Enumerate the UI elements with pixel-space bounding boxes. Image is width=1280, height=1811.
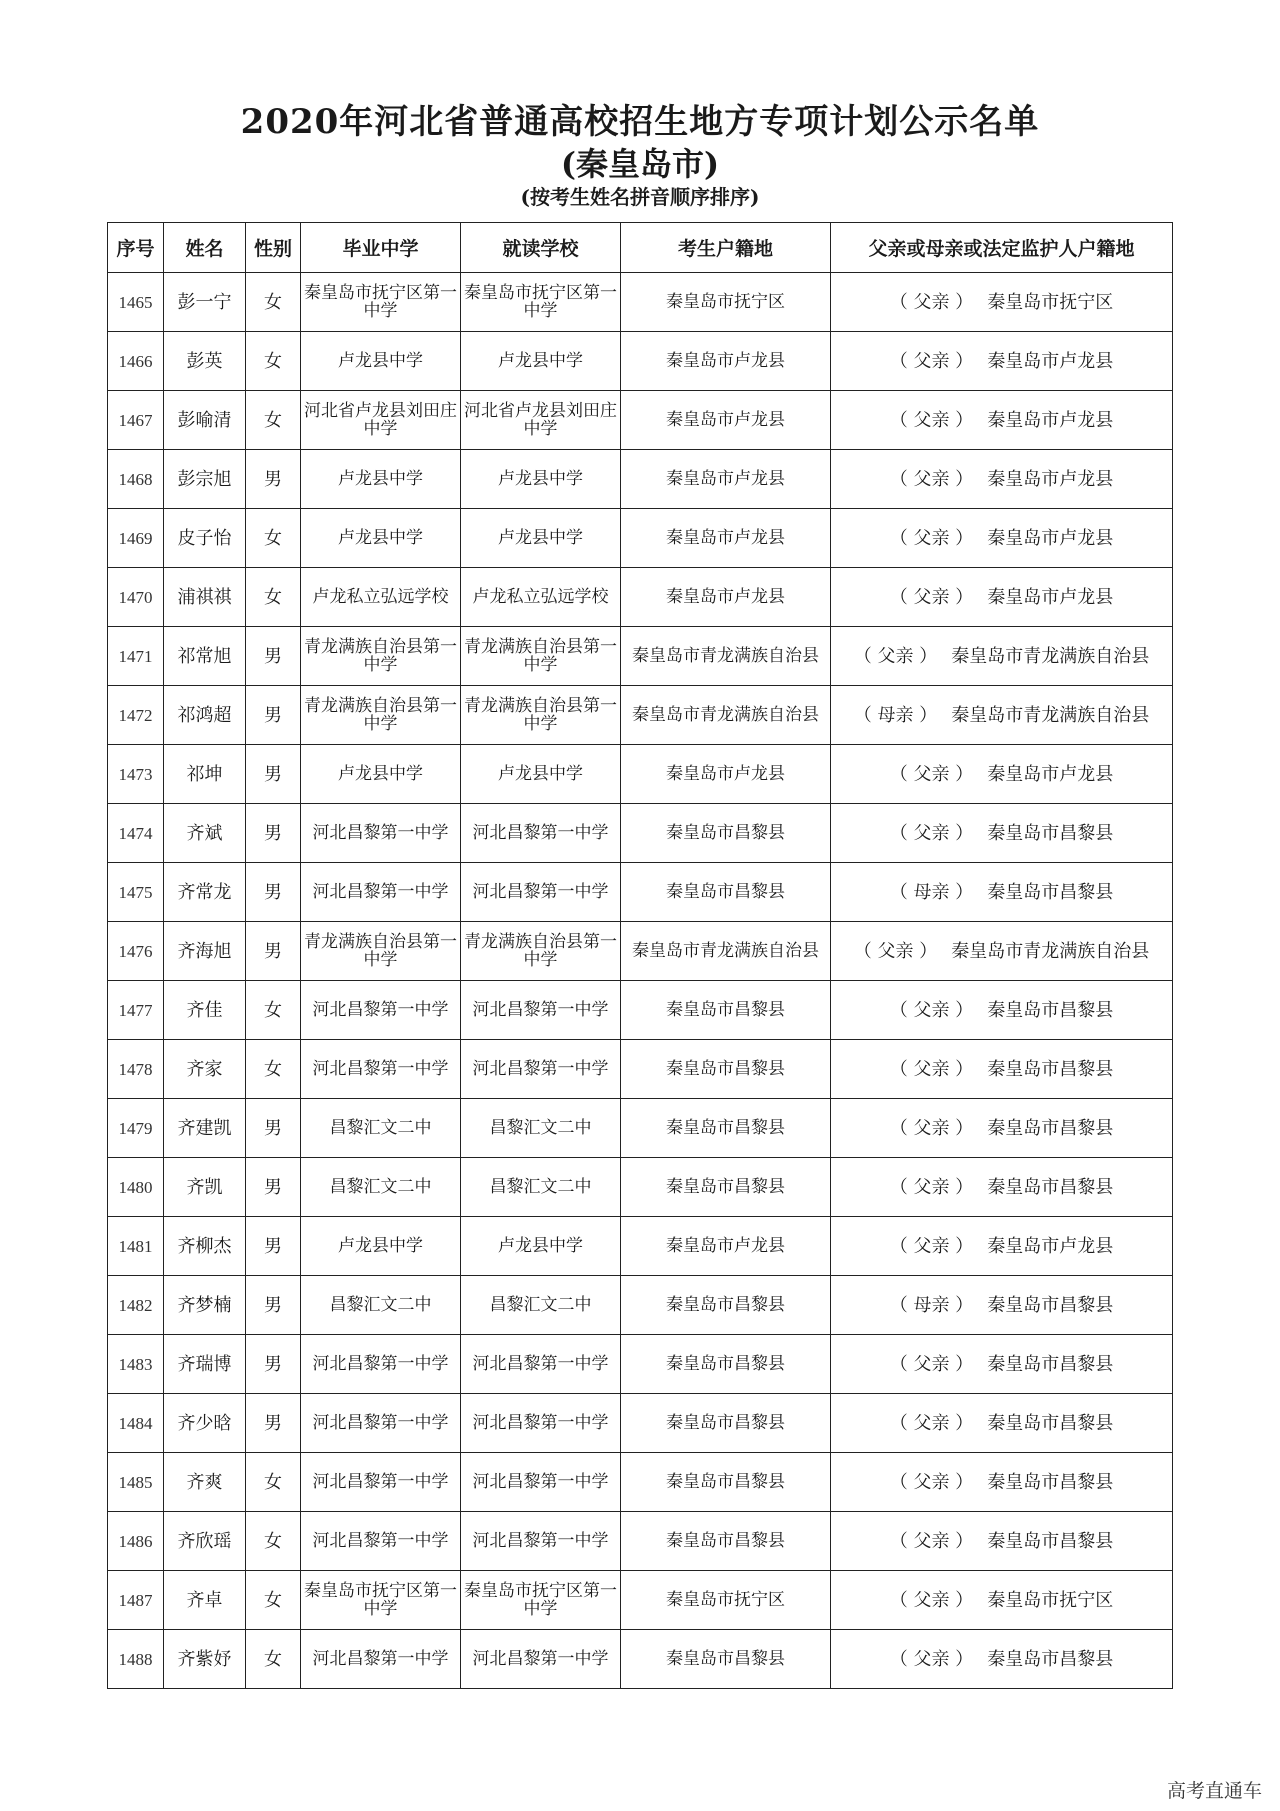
- guardian-place: 秦皇岛市卢龙县: [987, 586, 1114, 608]
- guardian-place: 秦皇岛市青龙满族自治县: [951, 940, 1150, 962]
- guardian-place: 秦皇岛市抚宁区: [987, 1589, 1114, 1611]
- cell-no: 1477: [108, 981, 164, 1040]
- cell-current-school: 河北昌黎第一中学: [461, 804, 621, 863]
- cell-hukou: 秦皇岛市昌黎县: [621, 1453, 831, 1512]
- cell-gender: 男: [246, 1099, 301, 1158]
- cell-name: 浦祺祺: [164, 568, 246, 627]
- table-row: [108, 332, 1173, 391]
- table-row: [108, 1040, 1173, 1099]
- cell-grad-school: 卢龙县中学: [301, 332, 461, 391]
- guardian-place: 秦皇岛市昌黎县: [987, 1471, 1114, 1493]
- cell-current-school: 河北昌黎第一中学: [461, 1335, 621, 1394]
- guardian-relation: （ 母亲 ）: [889, 1294, 974, 1316]
- cell-no: 1470: [108, 568, 164, 627]
- col-header-gender: 性别: [246, 223, 301, 273]
- table-row: [108, 745, 1173, 804]
- cell-gender: 男: [246, 1217, 301, 1276]
- guardian-place: 秦皇岛市昌黎县: [987, 1412, 1114, 1434]
- cell-current-school: 卢龙县中学: [461, 332, 621, 391]
- cell-name: 齐梦楠: [164, 1276, 246, 1335]
- cell-no: 1468: [108, 450, 164, 509]
- cell-guardian-hukou: [831, 1158, 1173, 1217]
- guardian-relation: （ 父亲 ）: [889, 291, 974, 313]
- guardian-place: 秦皇岛市卢龙县: [987, 1235, 1114, 1257]
- guardian-relation: （ 父亲 ）: [889, 1530, 974, 1552]
- cell-name: 祁常旭: [164, 627, 246, 686]
- cell-hukou: 秦皇岛市昌黎县: [621, 1394, 831, 1453]
- table-row: [108, 922, 1173, 981]
- table-row: [108, 804, 1173, 863]
- guardian-place: 秦皇岛市昌黎县: [987, 1294, 1114, 1316]
- cell-no: 1483: [108, 1335, 164, 1394]
- cell-hukou: 秦皇岛市昌黎县: [621, 804, 831, 863]
- cell-no: 1465: [108, 273, 164, 332]
- guardian-relation: （ 父亲 ）: [889, 1412, 974, 1434]
- table-row: [108, 1394, 1173, 1453]
- page-title: 2020年河北省普通高校招生地方专项计划公示名单: [240, 102, 1040, 142]
- cell-guardian-hukou: [831, 1512, 1173, 1571]
- cell-current-school: 青龙满族自治县第一中学: [461, 922, 621, 981]
- cell-guardian-hukou: [831, 745, 1173, 804]
- cell-name: 齐佳: [164, 981, 246, 1040]
- table-row: [108, 1099, 1173, 1158]
- cell-current-school: 秦皇岛市抚宁区第一中学: [461, 1571, 621, 1630]
- cell-guardian-hukou: [831, 1040, 1173, 1099]
- cell-no: 1467: [108, 391, 164, 450]
- cell-name: 彭宗旭: [164, 450, 246, 509]
- cell-hukou: 秦皇岛市昌黎县: [621, 863, 831, 922]
- cell-current-school: 昌黎汇文二中: [461, 1276, 621, 1335]
- col-header-current-school: 就读学校: [461, 223, 621, 273]
- guardian-relation: （ 父亲 ）: [889, 1117, 974, 1139]
- cell-current-school: 青龙满族自治县第一中学: [461, 627, 621, 686]
- cell-current-school: 卢龙私立弘远学校: [461, 568, 621, 627]
- cell-current-school: 秦皇岛市抚宁区第一中学: [461, 273, 621, 332]
- cell-guardian-hukou: [831, 450, 1173, 509]
- cell-hukou: 秦皇岛市抚宁区: [621, 1571, 831, 1630]
- cell-guardian-hukou: [831, 509, 1173, 568]
- cell-guardian-hukou: [831, 1335, 1173, 1394]
- cell-grad-school: 青龙满族自治县第一中学: [301, 922, 461, 981]
- guardian-place: 秦皇岛市昌黎县: [987, 1353, 1114, 1375]
- cell-grad-school: 河北昌黎第一中学: [301, 1335, 461, 1394]
- cell-name: 祁鸿超: [164, 686, 246, 745]
- cell-gender: 女: [246, 981, 301, 1040]
- table-row: [108, 1453, 1173, 1512]
- guardian-relation: （ 父亲 ）: [853, 940, 938, 962]
- cell-grad-school: 河北省卢龙县刘田庄中学: [301, 391, 461, 450]
- cell-grad-school: 卢龙县中学: [301, 745, 461, 804]
- cell-grad-school: 秦皇岛市抚宁区第一中学: [301, 273, 461, 332]
- cell-gender: 女: [246, 273, 301, 332]
- cell-hukou: 秦皇岛市卢龙县: [621, 450, 831, 509]
- cell-current-school: 卢龙县中学: [461, 1217, 621, 1276]
- cell-name: 彭喻清: [164, 391, 246, 450]
- table-row: [108, 509, 1173, 568]
- cell-gender: 男: [246, 1394, 301, 1453]
- cell-no: 1469: [108, 509, 164, 568]
- cell-gender: 女: [246, 568, 301, 627]
- cell-gender: 女: [246, 1571, 301, 1630]
- col-header-guardian-hukou: 父亲或母亲或法定监护人户籍地: [831, 223, 1173, 273]
- guardian-place: 秦皇岛市昌黎县: [987, 1117, 1114, 1139]
- cell-guardian-hukou: [831, 1571, 1173, 1630]
- cell-name: 彭英: [164, 332, 246, 391]
- guardian-place: 秦皇岛市昌黎县: [987, 822, 1114, 844]
- cell-gender: 男: [246, 627, 301, 686]
- guardian-relation: （ 父亲 ）: [889, 822, 974, 844]
- cell-guardian-hukou: [831, 863, 1173, 922]
- cell-name: 齐海旭: [164, 922, 246, 981]
- watermark: 高考直通车: [1166, 1780, 1262, 1802]
- cell-grad-school: 河北昌黎第一中学: [301, 1512, 461, 1571]
- cell-grad-school: 昌黎汇文二中: [301, 1276, 461, 1335]
- cell-gender: 女: [246, 1453, 301, 1512]
- applicant-table: [107, 222, 1173, 1689]
- cell-no: 1480: [108, 1158, 164, 1217]
- guardian-place: 秦皇岛市卢龙县: [987, 350, 1114, 372]
- cell-guardian-hukou: [831, 627, 1173, 686]
- table-row: [108, 1158, 1173, 1217]
- cell-gender: 女: [246, 1040, 301, 1099]
- guardian-place: 秦皇岛市昌黎县: [987, 1058, 1114, 1080]
- cell-name: 皮子怡: [164, 509, 246, 568]
- table-row: [108, 1512, 1173, 1571]
- cell-grad-school: 河北昌黎第一中学: [301, 1453, 461, 1512]
- cell-grad-school: 卢龙县中学: [301, 450, 461, 509]
- cell-hukou: 秦皇岛市昌黎县: [621, 1630, 831, 1689]
- cell-hukou: 秦皇岛市昌黎县: [621, 1099, 831, 1158]
- cell-current-school: 河北昌黎第一中学: [461, 981, 621, 1040]
- guardian-relation: （ 父亲 ）: [889, 586, 974, 608]
- guardian-relation: （ 父亲 ）: [889, 1058, 974, 1080]
- cell-name: 齐柳杰: [164, 1217, 246, 1276]
- cell-gender: 男: [246, 1158, 301, 1217]
- guardian-relation: （ 母亲 ）: [889, 881, 974, 903]
- cell-no: 1487: [108, 1571, 164, 1630]
- cell-guardian-hukou: [831, 1099, 1173, 1158]
- cell-current-school: 昌黎汇文二中: [461, 1158, 621, 1217]
- cell-guardian-hukou: [831, 1394, 1173, 1453]
- cell-name: 祁坤: [164, 745, 246, 804]
- guardian-place: 秦皇岛市昌黎县: [987, 1176, 1114, 1198]
- cell-no: 1481: [108, 1217, 164, 1276]
- table-row: [108, 1276, 1173, 1335]
- cell-grad-school: 河北昌黎第一中学: [301, 1040, 461, 1099]
- guardian-place: 秦皇岛市昌黎县: [987, 1530, 1114, 1552]
- guardian-relation: （ 父亲 ）: [889, 1648, 974, 1670]
- guardian-place: 秦皇岛市卢龙县: [987, 409, 1114, 431]
- cell-current-school: 河北昌黎第一中学: [461, 863, 621, 922]
- cell-hukou: 秦皇岛市昌黎县: [621, 981, 831, 1040]
- cell-name: 齐建凯: [164, 1099, 246, 1158]
- cell-current-school: 河北省卢龙县刘田庄中学: [461, 391, 621, 450]
- cell-no: 1484: [108, 1394, 164, 1453]
- cell-current-school: 河北昌黎第一中学: [461, 1512, 621, 1571]
- cell-hukou: 秦皇岛市卢龙县: [621, 332, 831, 391]
- table-row: [108, 450, 1173, 509]
- cell-current-school: 河北昌黎第一中学: [461, 1630, 621, 1689]
- cell-hukou: 秦皇岛市昌黎县: [621, 1276, 831, 1335]
- cell-guardian-hukou: [831, 332, 1173, 391]
- cell-grad-school: 卢龙县中学: [301, 1217, 461, 1276]
- cell-hukou: 秦皇岛市卢龙县: [621, 509, 831, 568]
- cell-no: 1479: [108, 1099, 164, 1158]
- cell-guardian-hukou: [831, 686, 1173, 745]
- cell-current-school: 河北昌黎第一中学: [461, 1040, 621, 1099]
- guardian-relation: （ 父亲 ）: [889, 1176, 974, 1198]
- cell-no: 1482: [108, 1276, 164, 1335]
- cell-gender: 男: [246, 922, 301, 981]
- cell-current-school: 卢龙县中学: [461, 450, 621, 509]
- guardian-relation: （ 父亲 ）: [889, 1353, 974, 1375]
- cell-hukou: 秦皇岛市昌黎县: [621, 1040, 831, 1099]
- table-row: [108, 273, 1173, 332]
- cell-guardian-hukou: [831, 1453, 1173, 1512]
- cell-hukou: 秦皇岛市昌黎县: [621, 1512, 831, 1571]
- table-row: [108, 391, 1173, 450]
- cell-hukou: 秦皇岛市昌黎县: [621, 1158, 831, 1217]
- cell-guardian-hukou: [831, 804, 1173, 863]
- cell-grad-school: 河北昌黎第一中学: [301, 1394, 461, 1453]
- table-row: [108, 981, 1173, 1040]
- cell-grad-school: 河北昌黎第一中学: [301, 981, 461, 1040]
- cell-gender: 女: [246, 332, 301, 391]
- page-subtitle: (秦皇岛市): [560, 145, 720, 183]
- cell-gender: 男: [246, 863, 301, 922]
- guardian-relation: （ 父亲 ）: [889, 468, 974, 490]
- cell-gender: 男: [246, 450, 301, 509]
- guardian-relation: （ 父亲 ）: [889, 527, 974, 549]
- guardian-place: 秦皇岛市青龙满族自治县: [951, 645, 1150, 667]
- cell-hukou: 秦皇岛市青龙满族自治县: [621, 922, 831, 981]
- guardian-place: 秦皇岛市青龙满族自治县: [951, 704, 1150, 726]
- sort-note: (按考生姓名拼音顺序排序): [520, 185, 760, 209]
- cell-current-school: 卢龙县中学: [461, 745, 621, 804]
- cell-no: 1476: [108, 922, 164, 981]
- cell-gender: 男: [246, 686, 301, 745]
- cell-name: 齐瑞博: [164, 1335, 246, 1394]
- cell-no: 1474: [108, 804, 164, 863]
- cell-grad-school: 青龙满族自治县第一中学: [301, 627, 461, 686]
- cell-current-school: 河北昌黎第一中学: [461, 1453, 621, 1512]
- cell-no: 1471: [108, 627, 164, 686]
- cell-grad-school: 昌黎汇文二中: [301, 1158, 461, 1217]
- guardian-relation: （ 父亲 ）: [889, 763, 974, 785]
- cell-current-school: 卢龙县中学: [461, 509, 621, 568]
- table-body: [108, 273, 1173, 1689]
- table-row: [108, 1630, 1173, 1689]
- cell-no: 1486: [108, 1512, 164, 1571]
- cell-current-school: 河北昌黎第一中学: [461, 1394, 621, 1453]
- col-header-hukou: 考生户籍地: [621, 223, 831, 273]
- cell-guardian-hukou: [831, 391, 1173, 450]
- cell-gender: 女: [246, 1512, 301, 1571]
- cell-no: 1472: [108, 686, 164, 745]
- cell-no: 1488: [108, 1630, 164, 1689]
- guardian-place: 秦皇岛市昌黎县: [987, 999, 1114, 1021]
- guardian-place: 秦皇岛市昌黎县: [987, 881, 1114, 903]
- cell-grad-school: 青龙满族自治县第一中学: [301, 686, 461, 745]
- cell-gender: 男: [246, 745, 301, 804]
- cell-gender: 男: [246, 1335, 301, 1394]
- cell-no: 1485: [108, 1453, 164, 1512]
- cell-guardian-hukou: [831, 273, 1173, 332]
- cell-current-school: 青龙满族自治县第一中学: [461, 686, 621, 745]
- cell-grad-school: 昌黎汇文二中: [301, 1099, 461, 1158]
- cell-gender: 女: [246, 1630, 301, 1689]
- table-row: [108, 686, 1173, 745]
- cell-guardian-hukou: [831, 922, 1173, 981]
- cell-guardian-hukou: [831, 1630, 1173, 1689]
- guardian-relation: （ 父亲 ）: [889, 1471, 974, 1493]
- guardian-relation: （ 母亲 ）: [853, 704, 938, 726]
- guardian-relation: （ 父亲 ）: [889, 350, 974, 372]
- cell-guardian-hukou: [831, 568, 1173, 627]
- cell-grad-school: 河北昌黎第一中学: [301, 1630, 461, 1689]
- table-row: [108, 1217, 1173, 1276]
- cell-name: 彭一宁: [164, 273, 246, 332]
- table-row: [108, 863, 1173, 922]
- cell-no: 1475: [108, 863, 164, 922]
- cell-hukou: 秦皇岛市卢龙县: [621, 391, 831, 450]
- guardian-place: 秦皇岛市昌黎县: [987, 1648, 1114, 1670]
- guardian-place: 秦皇岛市卢龙县: [987, 763, 1114, 785]
- guardian-place: 秦皇岛市卢龙县: [987, 527, 1114, 549]
- col-header-no: 序号: [108, 223, 164, 273]
- cell-no: 1466: [108, 332, 164, 391]
- cell-current-school: 昌黎汇文二中: [461, 1099, 621, 1158]
- cell-hukou: 秦皇岛市卢龙县: [621, 745, 831, 804]
- cell-gender: 男: [246, 1276, 301, 1335]
- guardian-relation: （ 父亲 ）: [853, 645, 938, 667]
- cell-guardian-hukou: [831, 981, 1173, 1040]
- table-row: [108, 1571, 1173, 1630]
- cell-grad-school: 秦皇岛市抚宁区第一中学: [301, 1571, 461, 1630]
- cell-hukou: 秦皇岛市昌黎县: [621, 1335, 831, 1394]
- cell-grad-school: 卢龙私立弘远学校: [301, 568, 461, 627]
- cell-name: 齐少晗: [164, 1394, 246, 1453]
- cell-no: 1473: [108, 745, 164, 804]
- cell-name: 齐凯: [164, 1158, 246, 1217]
- cell-name: 齐斌: [164, 804, 246, 863]
- cell-name: 齐欣瑶: [164, 1512, 246, 1571]
- guardian-place: 秦皇岛市抚宁区: [987, 291, 1114, 313]
- cell-guardian-hukou: [831, 1276, 1173, 1335]
- cell-name: 齐常龙: [164, 863, 246, 922]
- cell-hukou: 秦皇岛市青龙满族自治县: [621, 686, 831, 745]
- table-header-row: [108, 223, 1173, 273]
- cell-name: 齐卓: [164, 1571, 246, 1630]
- cell-gender: 女: [246, 509, 301, 568]
- cell-hukou: 秦皇岛市卢龙县: [621, 1217, 831, 1276]
- table-row: [108, 627, 1173, 686]
- guardian-place: 秦皇岛市卢龙县: [987, 468, 1114, 490]
- cell-no: 1478: [108, 1040, 164, 1099]
- cell-name: 齐家: [164, 1040, 246, 1099]
- col-header-name: 姓名: [164, 223, 246, 273]
- cell-grad-school: 河北昌黎第一中学: [301, 804, 461, 863]
- cell-hukou: 秦皇岛市卢龙县: [621, 568, 831, 627]
- cell-name: 齐爽: [164, 1453, 246, 1512]
- table-row: [108, 1335, 1173, 1394]
- cell-hukou: 秦皇岛市青龙满族自治县: [621, 627, 831, 686]
- guardian-relation: （ 父亲 ）: [889, 409, 974, 431]
- cell-hukou: 秦皇岛市抚宁区: [621, 273, 831, 332]
- cell-grad-school: 河北昌黎第一中学: [301, 863, 461, 922]
- cell-grad-school: 卢龙县中学: [301, 509, 461, 568]
- guardian-relation: （ 父亲 ）: [889, 1235, 974, 1257]
- guardian-relation: （ 父亲 ）: [889, 999, 974, 1021]
- cell-gender: 男: [246, 804, 301, 863]
- cell-guardian-hukou: [831, 1217, 1173, 1276]
- cell-name: 齐紫妤: [164, 1630, 246, 1689]
- guardian-relation: （ 父亲 ）: [889, 1589, 974, 1611]
- table-row: [108, 568, 1173, 627]
- cell-gender: 女: [246, 391, 301, 450]
- col-header-grad-school: 毕业中学: [301, 223, 461, 273]
